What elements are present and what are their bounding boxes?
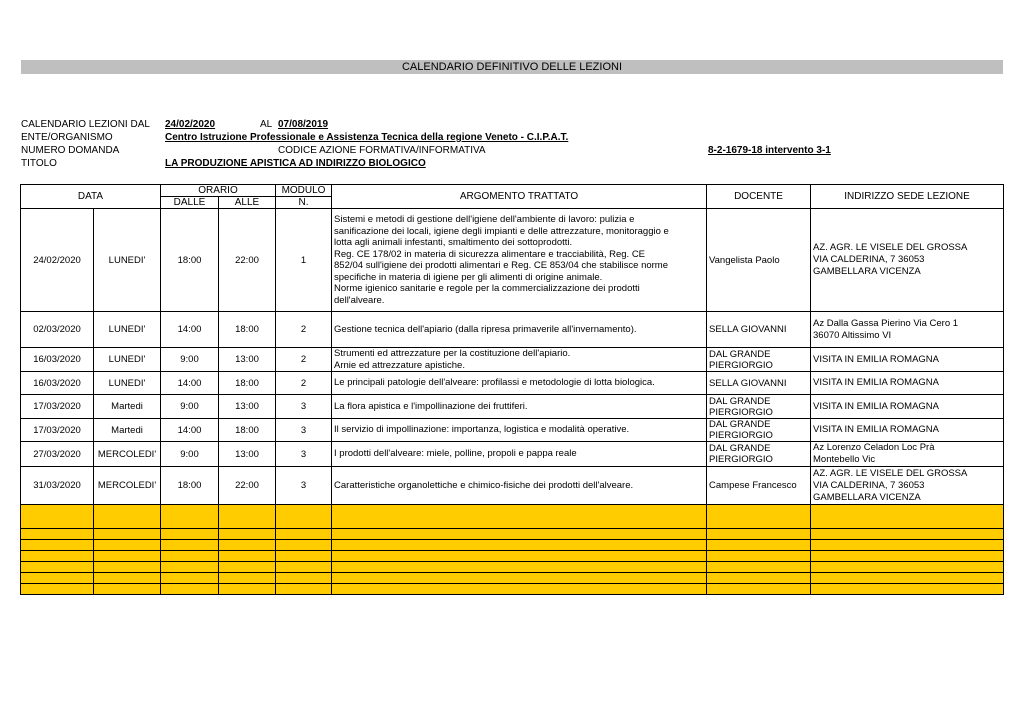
to-cell: 22:00 [219, 467, 276, 505]
empty-cell [21, 551, 94, 562]
empty-cell [811, 551, 1004, 562]
location-line: GAMBELLARA VICENZA [813, 266, 921, 277]
empty-cell [332, 584, 707, 595]
date-cell: 17/03/2020 [21, 419, 94, 442]
module-cell: 2 [276, 372, 332, 395]
empty-cell [276, 551, 332, 562]
table-row [21, 348, 1004, 372]
date-cell: 24/02/2020 [21, 209, 94, 312]
to-cell: 22:00 [219, 209, 276, 312]
empty-cell [219, 551, 276, 562]
header-argomento: ARGOMENTO TRATTATO [332, 185, 707, 209]
empty-cell [332, 505, 707, 529]
empty-cell [219, 540, 276, 551]
empty-cell [94, 573, 161, 584]
empty-cell [332, 529, 707, 540]
topic-line: Reg. CE 178/02 in materia di sicurezza alimentare e tracciabilità, Reg. CE [334, 248, 646, 260]
module-cell: 1 [276, 209, 332, 312]
ente-value: Centro Istruzione Professionale e Assistenza Tecnica della regione Veneto - C.I.P.A.T. [165, 132, 569, 143]
module-cell: 3 [276, 442, 332, 467]
from-cell: 9:00 [161, 395, 219, 419]
topic-line: dell'alveare. [334, 294, 385, 306]
empty-cell [332, 540, 707, 551]
teacher-line: Vangelista Paolo [709, 254, 780, 266]
date-cell: 16/03/2020 [21, 348, 94, 372]
empty-cell [219, 573, 276, 584]
location-line: Az Lorenzo Celadon Loc Prà [813, 442, 935, 453]
location-line: AZ. AGR. LE VISELE DEL GROSSA [813, 467, 968, 479]
topic-line: 852/04 sull'igiene dei prodotti alimentari e Reg. CE 853/04 che stabilisce norme [334, 260, 668, 271]
to-cell: 18:00 [219, 312, 276, 348]
codice-value: 8-2-1679-18 intervento 3-1 [708, 145, 831, 156]
topic-line: sanificazione dei locali, igiene degli impianti e delle attrezzature, monitoraggio e [334, 225, 669, 237]
empty-cell [21, 584, 94, 595]
empty-cell [161, 573, 219, 584]
table-row [21, 372, 1004, 395]
date-cell: 16/03/2020 [21, 372, 94, 395]
location-line: Az Dalla Gassa Pierino Via Cero 1 [813, 317, 959, 329]
titolo-label: TITOLO [21, 158, 57, 169]
from-cell: 14:00 [161, 312, 219, 348]
table-row [21, 209, 1004, 312]
day-cell: LUNEDI' [94, 209, 161, 312]
empty-cell [811, 540, 1004, 551]
empty-cell [707, 505, 811, 529]
teacher-line: DAL GRANDE [709, 419, 771, 430]
module-cell: 3 [276, 419, 332, 442]
lessons-table [20, 184, 1004, 595]
topic-line: specifiche in materia di igiene per gli alimenti di origine animale. [334, 271, 603, 283]
from-cell: 9:00 [161, 442, 219, 467]
header-data: DATA [21, 185, 161, 209]
topic-line: Caratteristiche organolettiche e chimico-fisiche dei prodotti dell'alveare. [334, 479, 634, 491]
topic-line: La flora apistica e l'impollinazione dei fruttiferi. [334, 400, 528, 412]
empty-cell [94, 505, 161, 529]
location-cell [811, 209, 1004, 312]
topic-line: Le principali patologie dell'alveare: profilassi e metodologie di lotta biologica. [334, 377, 655, 389]
empty-cell [276, 584, 332, 595]
teacher-cell [707, 348, 811, 372]
location-cell [811, 372, 1004, 395]
empty-cell [21, 505, 94, 529]
location-line: VIA CALDERINA, 7 36053 [813, 254, 925, 265]
empty-row [21, 540, 1004, 551]
topic-line: Arnie ed attrezzature apistiche. [334, 359, 465, 371]
date-to: 07/08/2019 [278, 119, 329, 130]
location-cell [811, 442, 1004, 467]
topic-cell [332, 312, 707, 348]
day-cell: Martedi [94, 395, 161, 419]
empty-row [21, 573, 1004, 584]
teacher-cell [707, 209, 811, 312]
empty-cell [21, 529, 94, 540]
empty-cell [94, 551, 161, 562]
topic-cell [332, 467, 707, 505]
header-n: N. [276, 197, 332, 209]
date-cell: 31/03/2020 [21, 467, 94, 505]
teacher-line: DAL GRANDE [709, 395, 771, 407]
table-row [21, 467, 1004, 505]
topic-cell [332, 395, 707, 419]
empty-cell [219, 584, 276, 595]
teacher-line: PIERGIORGIO [709, 430, 773, 441]
topic-line: Gestione tecnica dell'apiario (dalla ripresa primaverile all'invernamento). [334, 323, 637, 335]
day-cell: MERCOLEDI' [94, 467, 161, 505]
empty-cell [219, 562, 276, 573]
empty-cell [707, 529, 811, 540]
day-cell: Martedi [94, 419, 161, 442]
teacher-cell [707, 467, 811, 505]
from-cell: 14:00 [161, 419, 219, 442]
empty-cell [707, 540, 811, 551]
empty-cell [811, 529, 1004, 540]
day-cell: LUNEDI' [94, 372, 161, 395]
module-cell: 3 [276, 395, 332, 419]
empty-cell [276, 573, 332, 584]
location-line: Montebello Vic [813, 454, 876, 465]
empty-row [21, 584, 1004, 595]
module-cell: 2 [276, 348, 332, 372]
empty-cell [332, 573, 707, 584]
teacher-line: SELLA GIOVANNI [709, 324, 787, 335]
numero-label: NUMERO DOMANDA [21, 145, 120, 156]
empty-cell [21, 540, 94, 551]
empty-cell [276, 505, 332, 529]
topic-cell [332, 372, 707, 395]
location-line: GAMBELLARA VICENZA [813, 491, 921, 503]
empty-cell [161, 529, 219, 540]
empty-cell [94, 562, 161, 573]
empty-cell [332, 551, 707, 562]
teacher-line: SELLA GIOVANNI [709, 377, 787, 389]
empty-cell [811, 584, 1004, 595]
to-cell: 18:00 [219, 372, 276, 395]
header-docente: DOCENTE [707, 185, 811, 209]
ente-label: ENTE/ORGANISMO [21, 132, 113, 143]
al-label: AL [260, 119, 273, 130]
module-cell: 2 [276, 312, 332, 348]
topic-line: Sistemi e metodi di gestione dell'igiene dell'ambiente di lavoro: pulizia e [334, 214, 635, 225]
teacher-line: Campese Francesco [709, 480, 797, 491]
date-from: 24/02/2020 [165, 119, 216, 130]
location-line: VISITA IN EMILIA ROMAGNA [813, 353, 940, 365]
header-sede: INDIRIZZO SEDE LEZIONE [811, 185, 1004, 209]
empty-row [21, 551, 1004, 562]
empty-cell [707, 562, 811, 573]
from-cell: 18:00 [161, 209, 219, 312]
date-cell: 02/03/2020 [21, 312, 94, 348]
empty-cell [161, 584, 219, 595]
topic-line: lotta agli animali infestanti, smaltimento dei sottoprodotti. [334, 237, 573, 248]
teacher-line: DAL GRANDE [709, 348, 771, 360]
topic-line: Norme igienico sanitarie e regole per la commercializzazione dei prodotti [334, 283, 640, 294]
header-dalle: DALLE [161, 197, 219, 209]
empty-cell [21, 573, 94, 584]
location-cell [811, 312, 1004, 348]
empty-row [21, 505, 1004, 529]
header-orario: ORARIO [161, 185, 276, 197]
empty-row [21, 562, 1004, 573]
topic-cell [332, 209, 707, 312]
empty-cell [707, 573, 811, 584]
teacher-cell [707, 419, 811, 442]
to-cell: 18:00 [219, 419, 276, 442]
empty-cell [94, 529, 161, 540]
empty-cell [332, 562, 707, 573]
from-cell: 18:00 [161, 467, 219, 505]
topic-cell [332, 442, 707, 467]
day-cell: MERCOLEDI' [94, 442, 161, 467]
empty-cell [219, 529, 276, 540]
header-alle: ALLE [219, 197, 276, 209]
empty-cell [161, 540, 219, 551]
table-row [21, 419, 1004, 442]
location-cell [811, 467, 1004, 505]
topic-cell [332, 419, 707, 442]
titolo-value: LA PRODUZIONE APISTICA AD INDIRIZZO BIOLOGICO [165, 158, 426, 169]
topic-line: I prodotti dell'alveare: miele, polline, propoli e pappa reale [334, 448, 577, 460]
empty-cell [161, 505, 219, 529]
teacher-cell [707, 372, 811, 395]
location-line: VISITA IN EMILIA ROMAGNA [813, 424, 940, 435]
calendario-label: CALENDARIO LEZIONI DAL [21, 119, 150, 130]
empty-cell [707, 551, 811, 562]
teacher-cell [707, 312, 811, 348]
date-cell: 17/03/2020 [21, 395, 94, 419]
teacher-line: PIERGIORGIO [709, 406, 773, 418]
empty-cell [276, 540, 332, 551]
topic-cell [332, 348, 707, 372]
header-modulo: MODULO [276, 185, 332, 197]
empty-cell [94, 584, 161, 595]
location-line: VISITA IN EMILIA ROMAGNA [813, 377, 940, 388]
table-row [21, 395, 1004, 419]
teacher-line: PIERGIORGIO [709, 359, 773, 371]
location-cell [811, 419, 1004, 442]
topic-line: Il servizio di impollinazione: importanza, logistica e modalità operative. [334, 424, 630, 436]
empty-cell [219, 505, 276, 529]
to-cell: 13:00 [219, 442, 276, 467]
location-line: 36070 Altissimo VI [813, 329, 892, 341]
empty-cell [21, 562, 94, 573]
table-row [21, 442, 1004, 467]
empty-cell [811, 573, 1004, 584]
empty-cell [161, 562, 219, 573]
module-cell: 3 [276, 467, 332, 505]
day-cell: LUNEDI' [94, 312, 161, 348]
to-cell: 13:00 [219, 348, 276, 372]
location-cell [811, 395, 1004, 419]
to-cell: 13:00 [219, 395, 276, 419]
empty-cell [276, 562, 332, 573]
empty-cell [811, 505, 1004, 529]
table-row [21, 312, 1004, 348]
teacher-line: DAL GRANDE [709, 443, 771, 454]
teacher-cell [707, 395, 811, 419]
date-cell: 27/03/2020 [21, 442, 94, 467]
document-title: CALENDARIO DEFINITIVO DELLE LEZIONI [21, 60, 1003, 74]
teacher-cell [707, 442, 811, 467]
location-cell [811, 348, 1004, 372]
topic-line: Strumenti ed attrezzature per la costituzione dell'apiario. [334, 348, 571, 359]
day-cell: LUNEDI' [94, 348, 161, 372]
location-line: AZ. AGR. LE VISELE DEL GROSSA [813, 242, 968, 253]
empty-cell [161, 551, 219, 562]
from-cell: 14:00 [161, 372, 219, 395]
location-line: VISITA IN EMILIA ROMAGNA [813, 400, 940, 412]
empty-row [21, 529, 1004, 540]
location-line: VIA CALDERINA, 7 36053 [813, 479, 925, 491]
empty-cell [707, 584, 811, 595]
empty-cell [811, 562, 1004, 573]
empty-cell [94, 540, 161, 551]
codice-label: CODICE AZIONE FORMATIVA/INFORMATIVA [278, 145, 486, 156]
teacher-line: PIERGIORGIO [709, 454, 773, 465]
from-cell: 9:00 [161, 348, 219, 372]
empty-cell [276, 529, 332, 540]
